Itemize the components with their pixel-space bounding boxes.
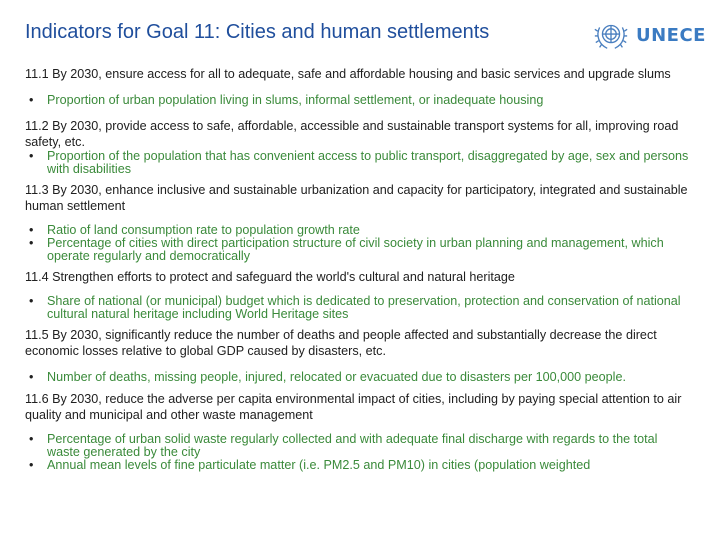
indicator-list [25, 224, 690, 263]
indicator-item [25, 237, 690, 263]
target-text: 11.1 By 2030, ensure access for all to adequate, safe and affordable housing and basic services and upgrade slums [25, 67, 671, 81]
target-text: 11.2 By 2030, provide access to safe, affordable, accessible and sustainable transport systems for all, improving road safety, etc. [25, 119, 679, 149]
unece-logo [592, 16, 706, 54]
bullet-icon: • [29, 432, 34, 446]
indicator-list [25, 295, 690, 321]
unece-logo-text: UNECE [636, 24, 706, 46]
bullet-icon: • [29, 294, 34, 308]
indicator-item [25, 295, 690, 321]
target-text: 11.5 By 2030, significantly reduce the number of deaths and people affected and substantially decrease the direct economic losses relative to global GDP caused by disasters, etc. [25, 328, 657, 358]
indicator-item [25, 150, 690, 176]
un-emblem-icon [592, 16, 630, 54]
target-text: 11.3 By 2030, enhance inclusive and sustainable urbanization and capacity for participatory, integrated and sustainable human settlement [25, 183, 688, 213]
indicator-list [25, 92, 690, 108]
bullet-icon: • [29, 458, 34, 472]
target-text: 11.6 By 2030, reduce the adverse per capita environmental impact of cities, including by paying special attention to air quality and municipal and other waste management [25, 392, 682, 422]
indicator-list [25, 433, 690, 472]
indicator-text: Percentage of urban solid waste regularly collected and with adequate final discharge with regards to the total waste generated by the city [47, 432, 658, 459]
indicator-text: Percentage of cities with direct participation structure of civil society in urban planning and management, which operate regularly and democratically [47, 236, 664, 263]
bullet-icon: • [29, 370, 34, 384]
indicator-text: Annual mean levels of fine particulate matter (i.e. PM2.5 and PM10) in cities (population weighted [47, 458, 591, 472]
indicator-item [25, 459, 690, 472]
indicator-list [25, 150, 690, 176]
bullet-icon: • [29, 93, 34, 107]
indicator-text: Proportion of urban population living in slums, informal settlement, or inadequate housing [47, 93, 544, 107]
indicator-item [25, 369, 690, 385]
indicator-item [25, 433, 690, 459]
bullet-icon: • [29, 149, 34, 163]
indicator-text: Number of deaths, missing people, injured, relocated or evacuated due to disasters per 100,000 people. [47, 370, 626, 384]
page-title: Indicators for Goal 11: Cities and human settlements [25, 21, 490, 43]
indicator-list [25, 369, 690, 385]
indicator-text: Share of national (or municipal) budget which is dedicated to preservation, protection and conservation of national cultural natural heritage including World Heritage sites [47, 294, 681, 321]
goal-content [25, 66, 690, 472]
bullet-icon: • [29, 236, 34, 250]
indicator-item [25, 92, 690, 108]
bullet-icon: • [29, 223, 34, 237]
indicator-text: Proportion of the population that has convenient access to public transport, disaggregated by age, sex and persons with disabilities [47, 149, 689, 176]
indicator-text: Ratio of land consumption rate to population growth rate [47, 223, 360, 237]
target-text: 11.4 Strengthen efforts to protect and safeguard the world's cultural and natural heritage [25, 270, 515, 284]
